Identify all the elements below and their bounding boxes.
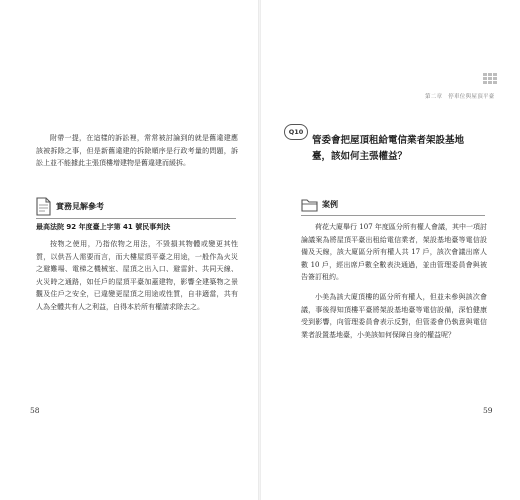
section-heading: 實務見解參考 [56,202,104,211]
heading-rule [36,218,236,219]
practice-heading [36,197,104,216]
ruling-paragraph: 按物之使用，乃指依物之用法，不毀損其物體或變更其性質，以供吾人需要而言，而大樓屋頂平臺之用途，一般作為火災之避難場、電梯之機械室、屋頂之出入口、避雷針、共同天線、火災時之通路，如任戶的屋頂平臺加蓋建物，影響全建築物之景觀及住戶之安全，已違變更屋頂之用途或性質，自非適當，共有人為全體共有人之利益，自得本於所有權請求除去之。 [36,240,238,311]
page-number-right: 59 [483,406,493,415]
chapter-logo-icon [483,73,497,84]
left-page [0,0,259,500]
question-badge-icon [284,124,308,140]
right-page [261,0,520,500]
question-number: Q10 [288,128,304,136]
ruling-title: 最高法院 92 年度臺上字第 41 號民事判決 [36,223,171,231]
question-title: 管委會把屋頂租給電信業者架設基地臺，該如何主張權益？ [312,135,465,162]
case-heading-label: 案例 [322,199,338,209]
page-number-left: 58 [30,406,40,415]
case-heading [301,197,338,211]
case-rule [301,215,485,216]
intro-paragraph: 附帶一提，在這樣的訴訟裡，常常被討論到的就是舊違建應該被拆除之事，但是新舊違建的拆除順序是行政考量的問題，訴訟上並不能據此主張頂樓增建物是舊違建而緩拆。 [36,134,238,167]
case-paragraph-2: 小美為該大廈頂樓的區分所有權人，但並未參與該次會議，事後得知頂樓平臺將架設基地臺等電信設備，深怕健康受到影響，向管理委員會表示反對，但管委會仍執意與電信業者設置基地臺，小美該如何保障自身的權益呢？ [301,293,487,339]
folder-icon [301,197,318,211]
case-paragraph-1: 荷花大廈舉行 107 年度區分所有權人會議，其中一項討論議案為將屋頂平臺出租給電信業者，架設基地臺等電信設備及天線，該大廈區分所有權人共 17 戶，該次會議出席人數 10 戶，經出席戶數全數表決通過，並由管理委員會與被告簽訂租約。 [301,223,487,281]
running-head: 第二章 停車位與屋頂平臺 [425,94,495,100]
document-icon [36,197,51,216]
